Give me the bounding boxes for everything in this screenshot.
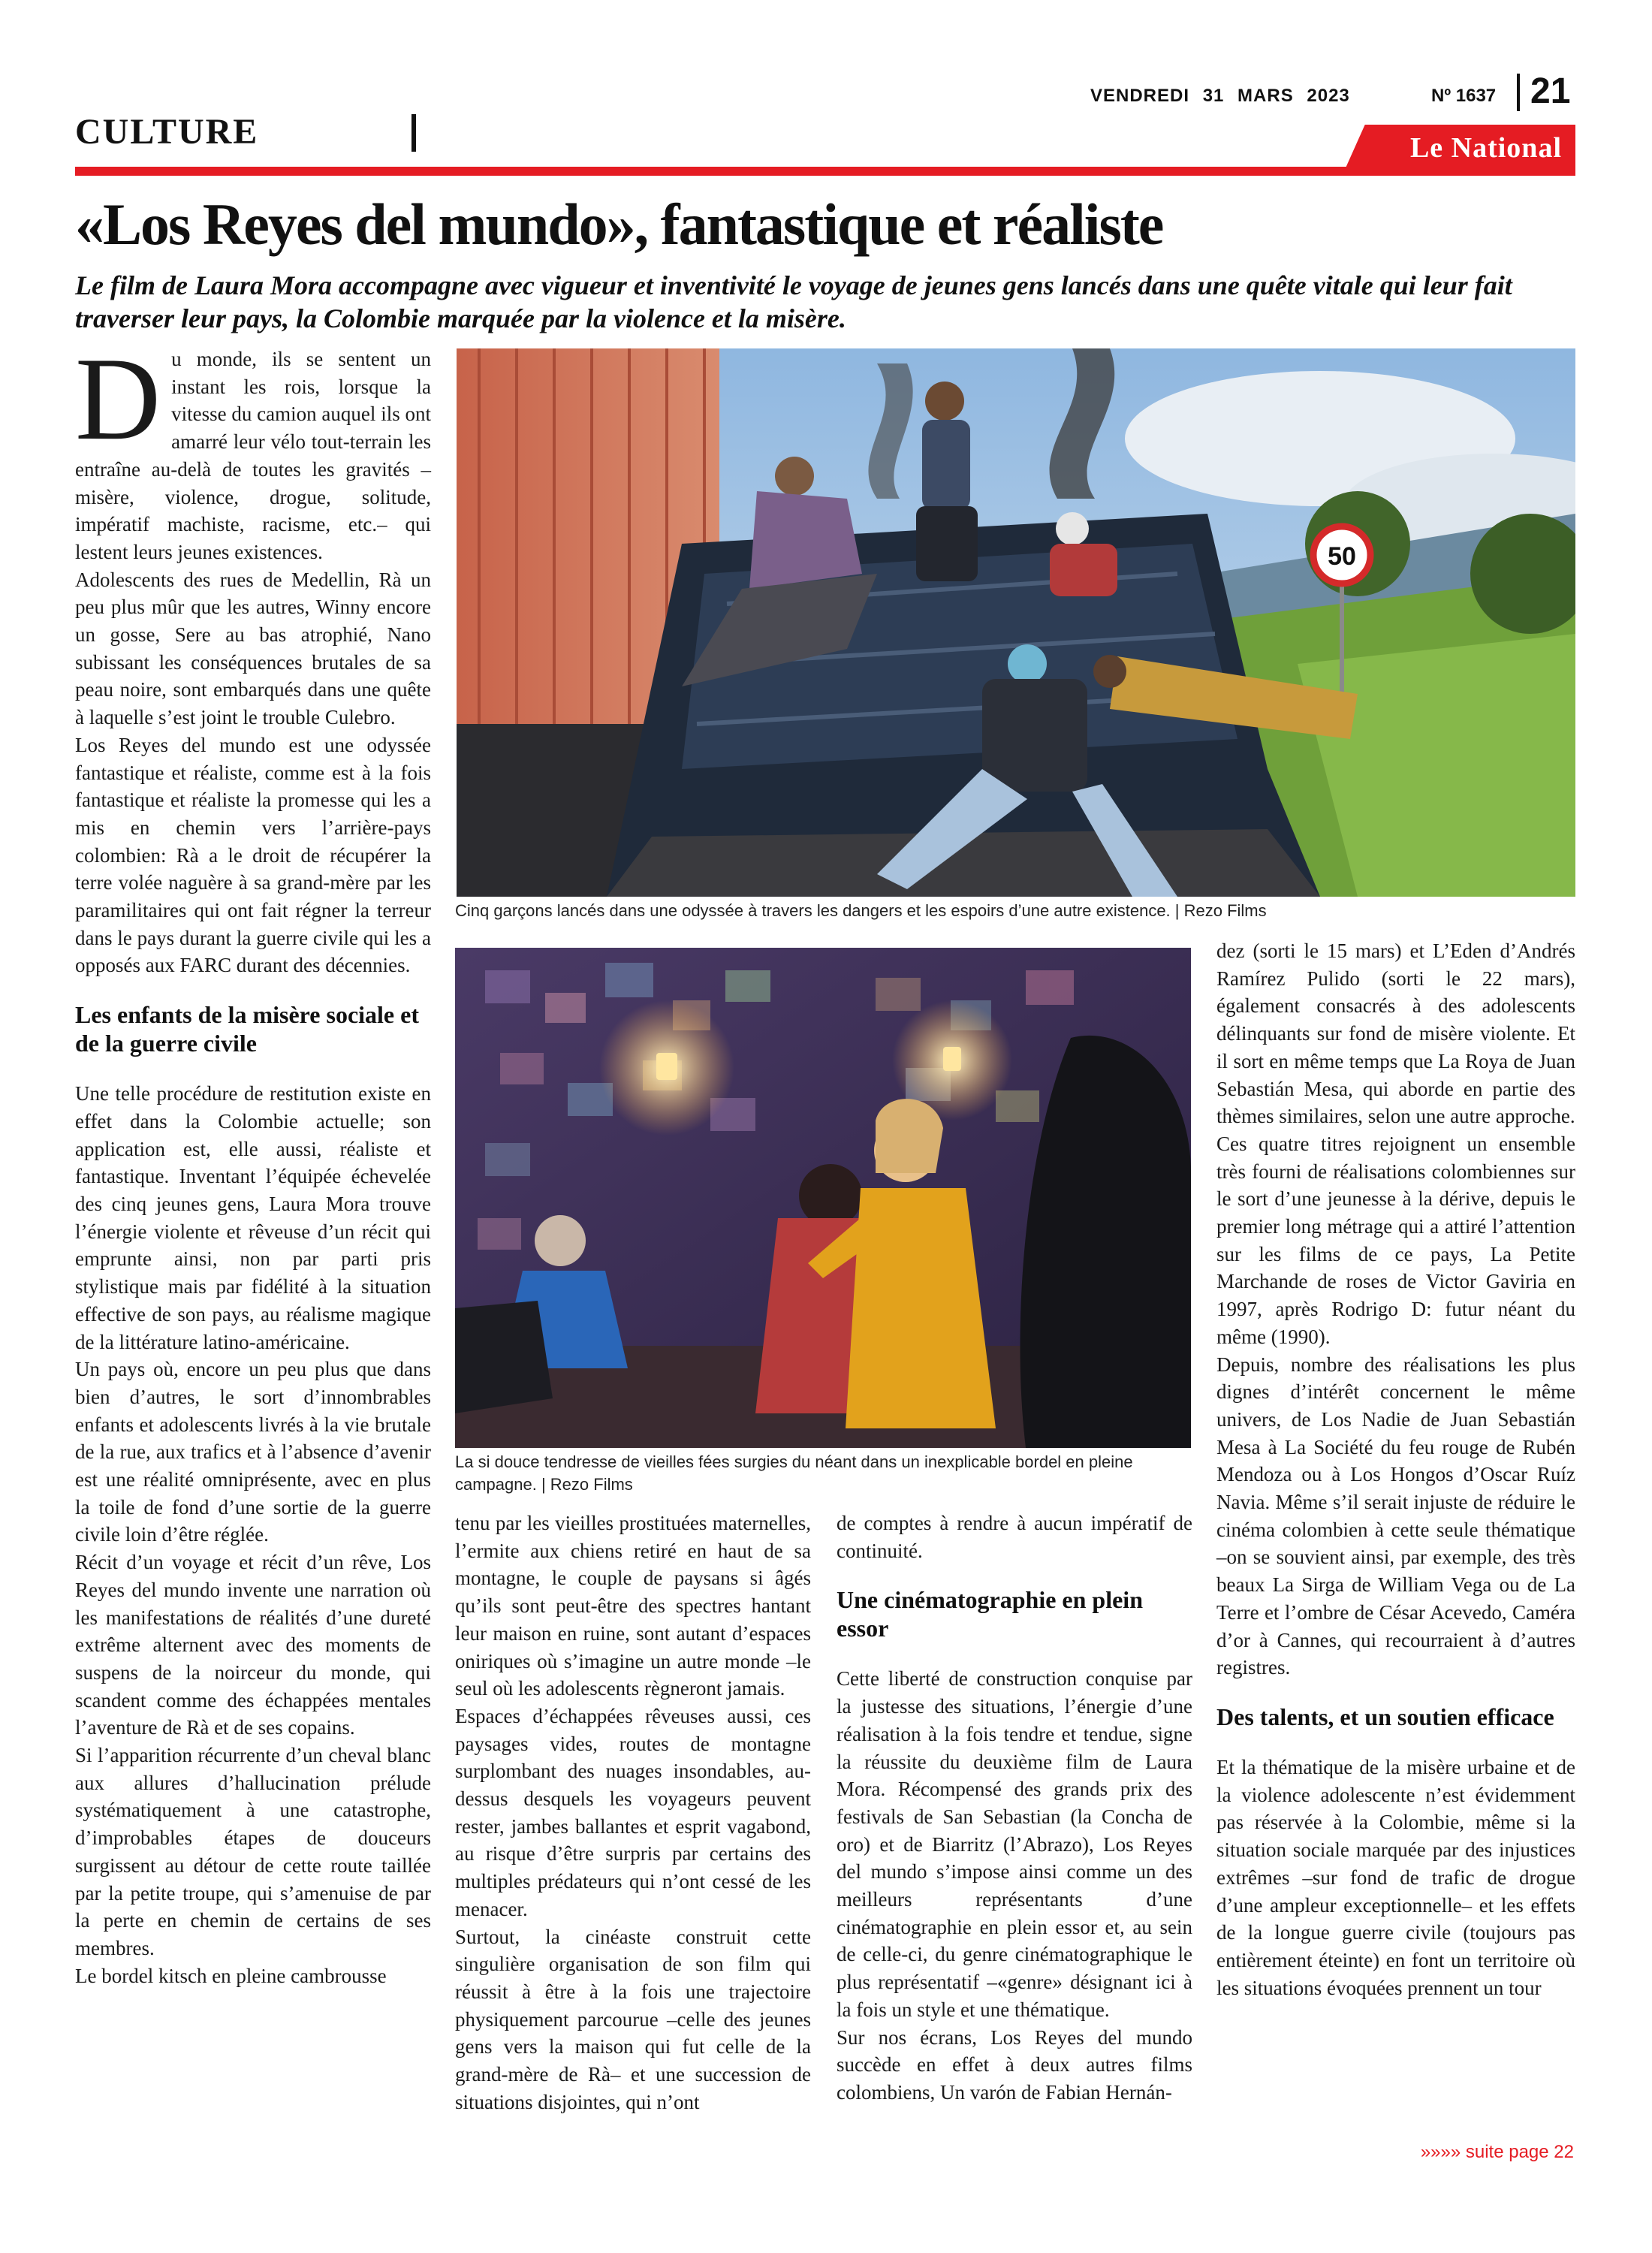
paragraph: Los Reyes del mundo est une odyssée fantastique et réaliste, comme est à la fois fantastique et réaliste la promesse qui les a mis en chemin vers l’arrière-pays colombien: Rà a le droit de récupérer la terre volée naguère à sa grand-mère par les paramilitaires qui ont fait régner la terreur dans le pays durant la guerre civile qui les a opposés aux FARC durant des décennies. <box>75 733 431 977</box>
photo-caption: Cinq garçons lancés dans une odyssée à travers les dangers et les espoirs d’une autre existence. | Rezo Films <box>455 901 1267 920</box>
newspaper-name: Le National <box>1409 132 1562 164</box>
paragraph: Adolescents des rues de Medellin, Rà un peu plus mûr que les autres, Winny encore un gosse, Sere au bas atrophié, Nano subissant les conséquences brutales de sa peau noire, sont embarqués dans une quête à laquelle s’est joint le trouble Culebro. <box>75 568 431 729</box>
paragraph: Cette liberté de construction conquise par la justesse des situations, l’énergie d’une réalisation à la fois tendre et tendue, signe la réussite du deuxième film de Laura Mora. Récompensé des grands prix des festivals de San Sebastian (la Concha de oro) et de Biarritz (l’Abrazo), Los Reyes del mundo s’impose ainsi comme un des meilleurs représentants d’une cinématographie en plein essor et, au sein de celle-ci, du genre cinématographique le plus représentatif –«genre» désignant ici à la fois un style et une thématique. <box>837 1667 1192 2021</box>
issue-number: Nº 1637 <box>1431 86 1497 106</box>
paragraph: Un pays où, encore un peu plus que dans bien d’autres, le sort d’innombrables enfants et adolescents livrés à la vie brutale de la rue, aux trafics et à l’absence d’avenir est une réalité omniprésente, avec en plus la toile de fond d’une sortie de la guerre civile loin d’être réglée. <box>75 1358 431 1546</box>
drop-cap: D <box>75 333 161 465</box>
article-column-4 <box>1216 937 1575 2001</box>
paragraph: Récit d’un voyage et récit d’un rêve, Los Reyes del mundo invente une narration où les manifestations de réalités d’une dureté extrême alternent avec des moments de suspens de la noirceur du monde, qui scandent comme des échappées mentales l’aventure de Rà et de ses copains. <box>75 1551 431 1739</box>
page-number-divider <box>1517 74 1520 111</box>
paragraph: Le bordel kitsch en pleine cambrousse <box>75 1964 387 1987</box>
article-column-2 <box>455 1510 811 2116</box>
subheading: Des talents, et un soutien efficace <box>1216 1703 1554 1730</box>
film-still-brothel <box>455 948 1191 1448</box>
paragraph: Espaces d’échappées rêveuses aussi, ces paysages vides, routes de montagne surplombant des nuages insondables, au-dessus desquels les voyageurs peuvent rester, jambes ballantes et esprit vagabond, au risque d’être surpris par certains des multiples prédateurs qui n’ont cessé de les menacer. <box>455 1704 811 1920</box>
section-divider <box>411 114 416 152</box>
issue-date: VENDREDI 31 MARS 2023 <box>1090 86 1350 106</box>
paragraph: Sur nos écrans, Los Reyes del mundo succède en effet à deux autres films colombiens, Un varón de Fabian Hernán- <box>837 2025 1192 2104</box>
svg-text:50: 50 <box>1328 542 1356 571</box>
subheading: Les enfants de la misère sociale et de la guerre civile <box>75 1001 419 1057</box>
article-standfirst: Le film de Laura Mora accompagne avec vigueur et inventivité le voyage de jeunes gens lancés dans une quête vitale qui leur fait traverser leur pays, la Colombie marquée par la violence et la misère. <box>75 270 1512 333</box>
film-still-truck <box>457 348 1575 897</box>
photo-caption: La si douce tendresse de vieilles fées surgies du néant dans un inexplicable bordel en pleine campagne. | Rezo Films <box>455 1452 1133 1494</box>
article-headline: «Los Reyes del mundo», fantastique et réaliste <box>75 192 1163 257</box>
page-number: 21 <box>1530 71 1571 111</box>
paragraph: tenu par les vieilles prostituées maternelles, l’ermite aux chiens retiré en haut de sa montagne, le couple de paysans si âgés qu’ils sont peut-être des spectres hantant leur maison en ruine, sont autant d’espaces oniriques où s’imagine un autre monde –le seul où les adolescents règneront jamais. <box>455 1512 811 1700</box>
article-column-1 <box>75 333 431 1989</box>
paragraph: Surtout, la cinéaste construit cette singulière organisation de son film qui réussit à être à la fois une trajectoire physiquement parcourue –celle des jeunes gens vers la maison qui fut celle de la grand-mère de Rà– et une succession de situations disjointes, qui n’ont <box>455 1925 811 2113</box>
header-rule <box>75 167 1575 176</box>
paragraph: Et la thématique de la misère urbaine et de la violence adolescente n’est évidemment pas réservée à la Colombie, même si la situation sociale marquée par des injustices extrêmes –sur fond de trafic de drogue d’une ampleur exceptionnelle– et les effets de la longue guerre civile (toujours pas entièrement éteinte) en font un territoire où les situations évoquées prennent un tour <box>1216 1755 1575 1999</box>
paragraph: Ces quatre titres rejoignent un ensemble très fourni de réalisations colombiennes sur le sort d’une jeunesse à la dérive, depuis le premier long métrage qui a attiré l’attention sur les films de ce pays, La Petite Marchande de roses de Victor Gaviria en 1997, après Rodrigo D: futur néant du même (1990). <box>1216 1132 1575 1348</box>
subheading: Une cinématographie en plein essor <box>837 1586 1143 1642</box>
paragraph: dez (sorti le 15 mars) et L’Eden d’Andrés Ramírez Pulido (sorti le 22 mars), également consacrés à des adolescents délinquants sur fond de misère violente. Et il sort en même temps que La Roya de Juan Sebastián Mesa, qui aborde en partie des thèmes similaires, selon une autre approche. <box>1216 940 1575 1128</box>
paragraph: Si l’apparition récurrente d’un cheval blanc aux allures d’hallucination prélude systématiquement à une catastrophe, d’improbables étapes de douceurs surgissent au détour de cette route taillée par la petite troupe, qui s’amenuise de par la perte en chemin de certains de ses membres. <box>75 1744 431 1959</box>
truck-scene-illustration <box>457 348 1575 897</box>
paragraph: Depuis, nombre des réalisations les plus dignes d’intérêt concernent le même univers, de Los Nadie de Juan Sebastián Mesa à La Société du feu rouge de Rubén Mendoza ou à Los Hongos d’Oscar Ruíz Navia. Même s’il serait injuste de réduire le cinéma colombien à cette seule thématique –on se souvient ainsi, par exemple, des très beaux La Sirga de William Vega ou de La Terre et l’ombre de César Acevedo, Caméra d’or à Cannes, qui recourraient à d’autres registres. <box>1216 1353 1575 1679</box>
paragraph: Du monde, ils se sentent un instant les rois, lorsque la vitesse du camion auquel ils ont amarré leur vélo tout-terrain les entraîne au-delà de toutes les gravités –misère, violence, drogue, solitude, impératif machiste, racisme, etc.– qui lestent leurs jeunes existences. <box>75 333 431 563</box>
article-column-3 <box>837 1510 1192 2107</box>
brothel-scene-illustration <box>455 948 1191 1448</box>
continued-on-page-link[interactable]: »»»» suite page 22 <box>1420 2142 1574 2162</box>
section-name: CULTURE <box>75 112 259 152</box>
paragraph: de comptes à rendre à aucun impératif de continuité. <box>837 1512 1192 1562</box>
paragraph: Une telle procédure de restitution existe en effet dans la Colombie actuelle; son application est, elle aussi, réaliste et fantastique. Inventant l’équipée échevelée des cinq jeunes gens, Laura Mora trouve l’énergie violente et rêveuse d’un récit qui emprunte ainsi, non par parti pris stylistique mais par fidélité à la situation effective de son pays, au réalisme magique de la littérature latino-américaine. <box>75 1082 431 1353</box>
